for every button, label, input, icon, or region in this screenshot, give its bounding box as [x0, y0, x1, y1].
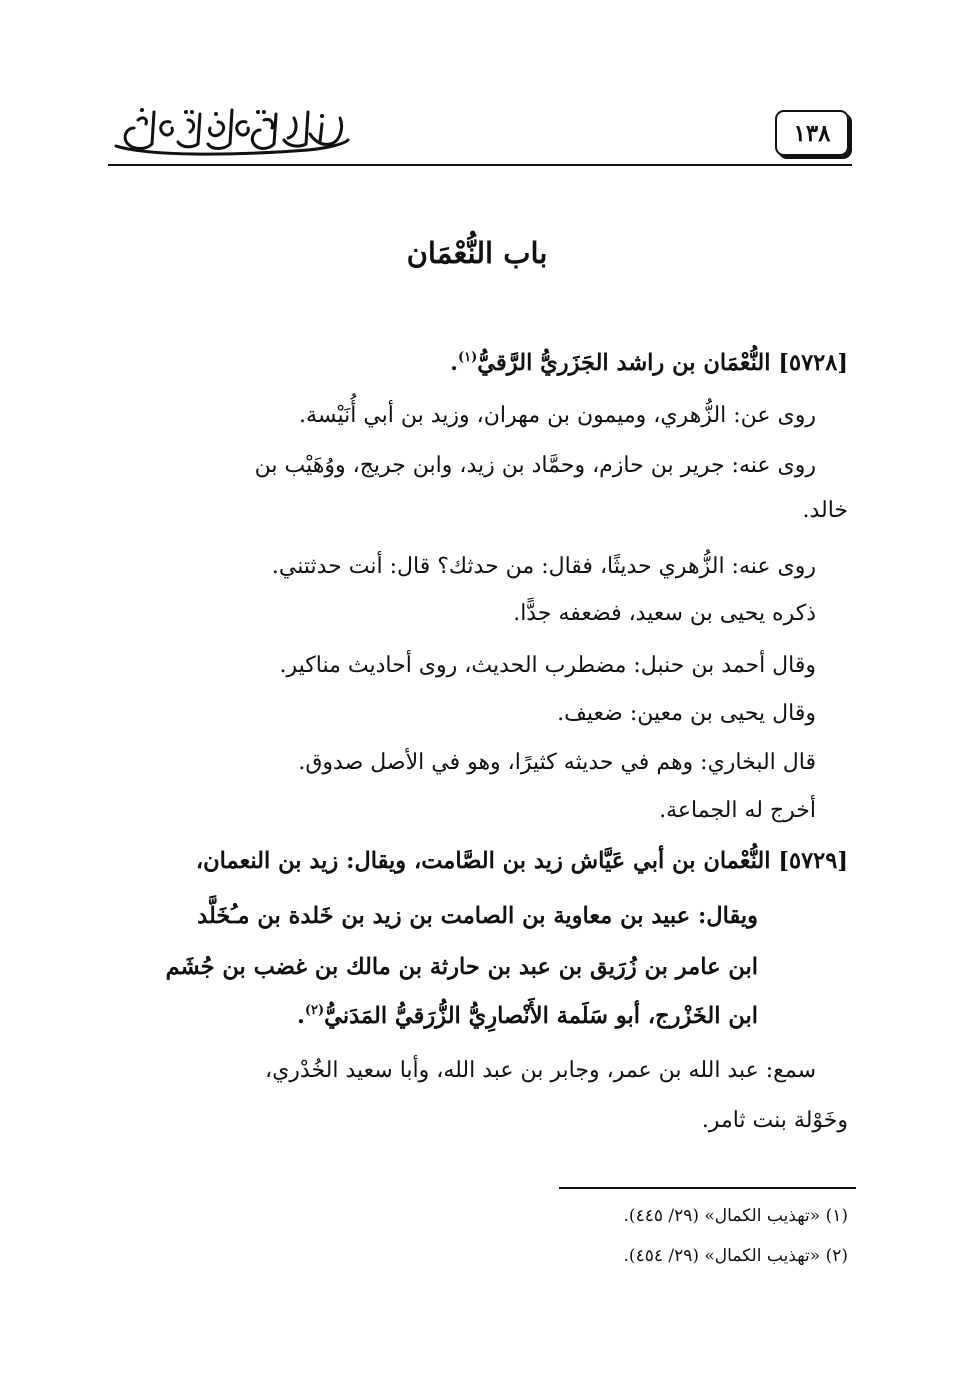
entry-5729-line: وخَوْلة بنت ثامر. [701, 1108, 848, 1133]
book-title-calligraphy [108, 100, 353, 162]
entry-5728-line: خالد. [802, 498, 848, 523]
entry-5728-line: روى عنه: جرير بن حازم، وحمَّاد بن زيد، وابن جريج، ووُهَيْب بن [254, 453, 816, 478]
entry-5728-line: وقال يحيى بن معين: ضعيف. [557, 701, 816, 726]
entry-5729-heading-line: ويقال: عبيد بن معاوية بن الصامت بن زيد بن خَلدة بن مـُخَلَّد [197, 903, 758, 929]
entry-5728-line: روى عن: الزُّهري، وميمون بن مهران، وزيد بن أبي أُنَيْسة. [299, 403, 816, 428]
footnote-2: (٢) «تهذيب الكمال» (٢٩/ ٤٥٤). [623, 1246, 848, 1266]
entry-5728-line: أخرج له الجماعة. [659, 798, 816, 823]
entry-5729-heading [196, 850, 848, 873]
footnote-rule [559, 1187, 856, 1189]
entry-5729-line: سمع: عبد الله بن عمر، وجابر بن عبد الله، وأبا سعيد الخُدْري، [264, 1058, 816, 1083]
entry-number: [٥٧٢٨] [778, 350, 848, 376]
entry-5729-heading-line: ابن عامر بن زُرَيق بن عبد بن حارثة بن مالك بن غضب بن جُشَم [165, 954, 758, 980]
entry-name: النُّعْمَان بن راشد الجَزَريُّ الرَّقيُّ [477, 350, 771, 376]
footnote-ref: (٢) [304, 1003, 325, 1018]
entry-5728-line: وقال أحمد بن حنبل: مضطرب الحديث، روى أحاديث مناكير. [279, 653, 816, 678]
header-rule [108, 164, 852, 166]
entry-5728-line: روى عنه: الزُّهري حديثًا، فقال: من حدثك؟ قال: أنت حدثتني. [271, 554, 816, 579]
entry-5729-heading-line: ابن الخَزْرج، أبو سَلَمة الأَنْصارِيُّ الزُّرَقيُّ المَدَنيُّ$^{(٢)}$. [296, 1003, 758, 1029]
entry-5728-heading: [٥٧٢٨] النُّعْمَان بن راشد الجَزَريُّ الرَّقيُّ$^{(١)}$. [450, 350, 848, 376]
entry-5728-line: ذكره يحيى بن سعيد، فضعفه جدًّا. [513, 601, 816, 626]
entry-5728-line: قال البخاري: وهم في حديثه كثيرًا، وهو في الأصل صدوق. [298, 750, 816, 775]
footnote-ref: (١) [458, 350, 478, 365]
entry-number: [٥٧٢٩] [778, 848, 848, 874]
chapter-title: باب النُّعْمَان [406, 236, 548, 270]
page-number: ١٣٨ [775, 110, 849, 156]
footnote-1: (١) «تهذيب الكمال» (٢٩/ ٤٤٥). [623, 1206, 848, 1226]
entry-name: النُّعْمان بن أبي عَيَّاش زيد بن الصَّامت، ويقال: زيد بن النعمان، [195, 848, 771, 874]
